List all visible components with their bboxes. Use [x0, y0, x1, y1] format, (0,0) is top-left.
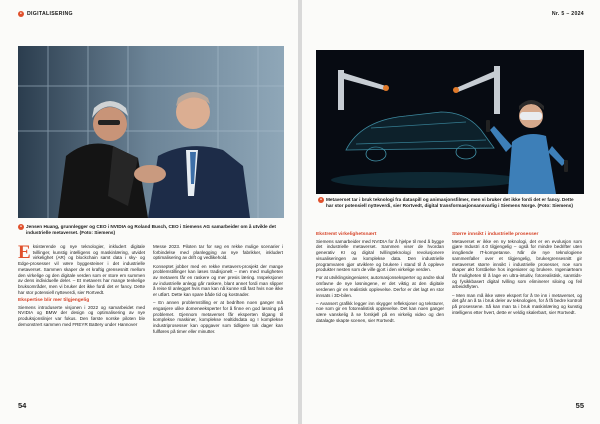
paragraph: – En annen problemstilling er at bedriften noen ganger må engasjere ulike domeneeksperter for å finne en god løsning på problemet. Gjennom metaverset får eksperten tilgang til komplekse maskiner, komplekse realtidsdata og I komplekse industriprosesser kan oppgaver som tidligere tok dager kan fullføres på timer eller minutter.	[153, 300, 283, 334]
left-column-1	[18, 244, 145, 330]
paragraph: – Avansert grafikk legger inn skygger refleksjoner og teksturer, noe som gir en fotorealistisk opplevelse. Det kan noen ganger være vanskelig å se forskjell på en virkelig video og den datalagte skapte scenen, sier Rortvedt.	[316, 300, 444, 323]
paragraph: – Men man må ikke være ekspert for å tre inn i metaverset, og det går an å ta i bruk deler av teknologien, for å få bedre kontroll på prosessene. Så kan man ta i bruk maskinlæring og kunstig intelligens etter hvert, dette er veldig skalerbart, sier Rortvedt.	[452, 292, 582, 315]
photo-ceos-illustration	[18, 46, 284, 218]
photo-vr	[316, 50, 584, 194]
page-number: 54	[18, 401, 27, 410]
right-page	[302, 0, 600, 424]
caption-text: Metaverset tar i bruk teknologi fra dataspill og animasjonsfilmer, men vi bruker det ikke fordi det er fancy. Dette har stor potensiell nytteverdi, sier Rortvedt, digital transformasjonsansvarlig i Siemens Norge. (Foto: Siemens)	[326, 197, 574, 208]
issue-header: Nr. 5 – 2024	[551, 11, 584, 17]
intro-paragraph	[18, 244, 145, 295]
photo-ceos	[18, 46, 284, 218]
right-column-1	[316, 230, 444, 326]
paragraph: Siemens samarbeider med NVIDIA for å hjelpe til med å bygge det industrielle metaverset. Sammen viser de hvordan generativ KI og digital tvillingteknologi revolusjonere visualiseringen av komplekse data. Den industrielle programvaren gjør utviklere og brukere i stand til å oppleve produkter nesten som de ville gjort i den virkelige verden.	[316, 238, 444, 273]
paragraph: Metaverset er ikke en ny teknologi, det er en evolusjon som gjøre Industri 4.0 tilgjengelig – også for mindre bedrifter uten inngående IT-kompetanse. Når de nye teknologiene sammenfaller over et tilgjengelig, brukergrensesnitt gir metaverset større innsikt i industrielle prosesser, noe som skaper økt forståelse hos ingeniører og brukere. Ingeniørteam får muligheten til å lage en ultra-intuitiv, fotorealistisk, sanntids- og fysikkbasert digital tvilling som eliminerer siloing og feil arbeidsflyten.	[452, 238, 582, 290]
intro-text: ksisterende og nye teknologier, inkludert digitale tvillinger, kunstig intelligens og maskinlæring, utvidet virkelighet (AR) og blockchain samt data i sky- og Edge-prosesser vil være byggesteiner i det industrielle metaverset. Sammen skaper de et kraftig grensesnitt mellom den virkelige og den digitale verden som er store em summen av dens individuelle deler. – Et metavers har mange tenkelige bruksområder, men vi bruker det ikke fordi det er fancy. Dette har stor potensiell nytteverdi, sier Rortvedt.	[18, 244, 145, 295]
caption-text: Jensen Huang, grunnlegger og CEO i NVIDIA og Roland Busch, CEO i Siemens AG samarbeider om å utvikle det industrielle metaverset. (Foto: Siemens)	[26, 224, 276, 235]
subhead-reality: Ekstremt virkelighetsnært	[316, 232, 377, 237]
paragraph: Messe 2023. Piloten tar for seg en rekke mulige scenarier i forbindelse med planlegging av nye fabrikker, inkludert optimalisering av drift og vedlikehold.	[153, 244, 283, 261]
photo-caption	[20, 224, 282, 236]
section-bullet-icon: •	[19, 11, 23, 17]
left-page	[0, 0, 298, 424]
paragraph: Konseptet jobber med en rekke metavers-prosjekt der mange problemstillinger kan løses tradisjonelt – men med muligheten av metavers får en raskere og mer presis læring. Inspeksjoner av industrielle anlegg går raskere, blant annet fordi man slipper å reise til anlegget hvis man kan nå kunne stå fast hvis noe ikke er utført. Dette kan spare både tid og kostnader.	[153, 263, 283, 298]
left-column-2	[153, 244, 283, 337]
photo-caption	[320, 197, 582, 209]
caption-bullet-icon: •	[18, 224, 24, 230]
photo-vr-illustration	[316, 50, 584, 194]
subhead-insight: Større innsikt i industrielle prosesser	[452, 232, 539, 237]
section-header	[18, 11, 73, 17]
caption-bullet-icon: •	[318, 197, 324, 203]
page-number: 55	[575, 401, 584, 410]
section-title: DIGITALISERING	[27, 11, 73, 17]
paragraph: For at utviklingsingeniører, automasjonseksperter og andre skal omfavne de nye løsningene, er det viktig at den digitale verdenen gir en realistisk opplevelse. Derfor er det lagt en stor innsats i 3D-bilen.	[316, 275, 444, 298]
subhead-expertise: Ekspertise blir mer tilgjengelig	[18, 297, 90, 303]
body-paragraph: Siemens introduserte visjonen i 2022 og samarbeidet med NVIDIA og BMW der design og optimalisering av nye produksjonslinjer var fokus. Den første norske piloten ble demonstrert sammen med FREYR Battery under Hannover	[18, 304, 145, 327]
drop-cap: E	[18, 242, 31, 263]
right-column-2	[452, 230, 582, 318]
